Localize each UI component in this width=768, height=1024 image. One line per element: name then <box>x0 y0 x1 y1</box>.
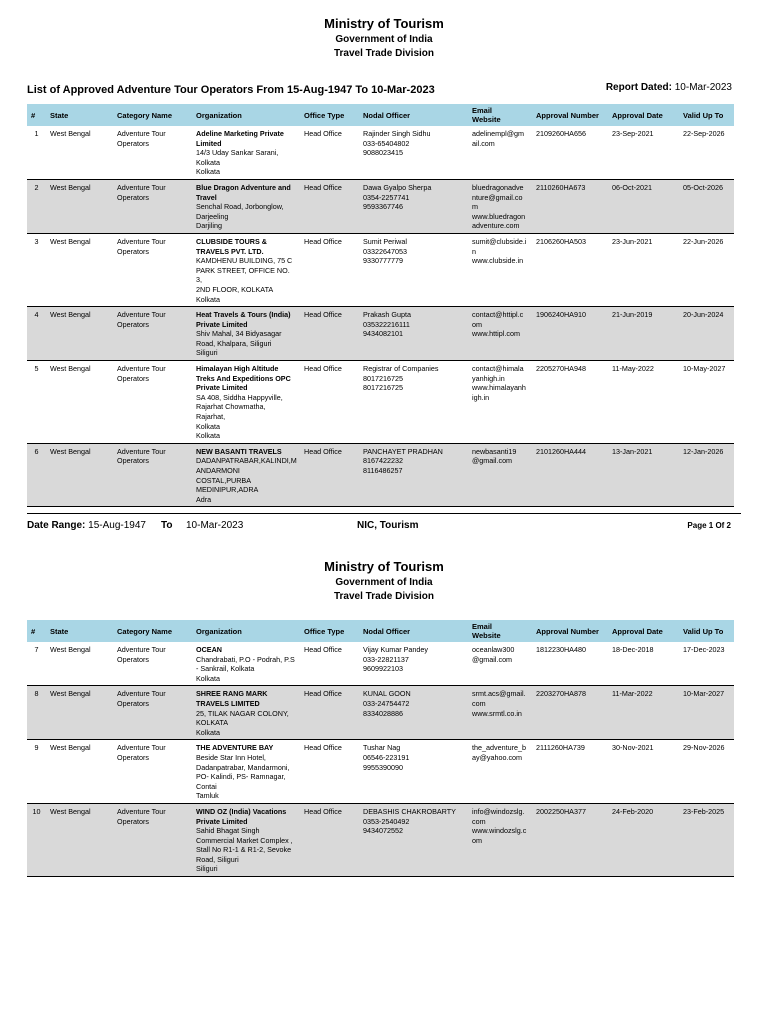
cell-organization <box>192 307 300 361</box>
cell-email-website <box>468 740 532 804</box>
cell-office-type: Head Office <box>300 443 359 507</box>
cell-line: 9609922103 <box>363 664 403 674</box>
cell-email-website <box>468 307 532 361</box>
table-row <box>27 443 734 507</box>
cell-line: 2ND FLOOR, KOLKATA <box>196 284 274 294</box>
cell-office-type: Head Office <box>300 686 359 740</box>
cell-line: Operators <box>117 456 149 466</box>
cell-line: igh.in <box>472 392 490 402</box>
cell-line: DADANPATRABAR,KALINDI,M <box>196 456 297 466</box>
cell-line: 8167422232 <box>363 456 403 466</box>
cell-line: CLUBSIDE TOURS & <box>196 236 267 246</box>
cell-line: Operators <box>117 192 149 202</box>
report-dated <box>606 82 732 93</box>
table-row <box>27 361 734 444</box>
cell-approval-date: 06-Oct-2021 <box>608 179 679 233</box>
government-subtitle-2: Government of India <box>335 577 433 588</box>
cell-line: KOLKATA <box>196 718 229 728</box>
cell-number: 4 <box>27 307 46 361</box>
cell-line: contact@httipl.c <box>472 310 524 320</box>
cell-line: Himalayan High Altitude <box>196 364 279 374</box>
cell-line: Operators <box>117 752 149 762</box>
cell-line: Road, Khalpara, Siliguri <box>196 338 272 348</box>
cell-nodal-officer <box>359 179 468 233</box>
cell-email-website <box>468 443 532 507</box>
cell-line: om <box>472 319 482 329</box>
col-header-email-website: Email Website <box>468 620 532 642</box>
cell-state: West Bengal <box>50 364 91 374</box>
cell-number: 10 <box>27 803 46 876</box>
table-row <box>27 126 734 179</box>
cell-approval-date: 18-Dec-2018 <box>612 645 654 654</box>
cell-line: Operators <box>117 654 149 664</box>
col-header-valid-up-to: Valid Up To <box>679 620 734 642</box>
cell-line: Operators <box>117 246 149 256</box>
cell-line: NEW BASANTI TRAVELS <box>196 446 282 456</box>
cell-line: Senchal Road, Jorbonglow, <box>196 202 284 212</box>
cell-state: West Bengal <box>46 686 113 740</box>
cell-organization <box>192 686 300 740</box>
cell-number: 9 <box>34 743 39 753</box>
cell-line: MEDINIPUR,ADRA <box>196 485 259 495</box>
government-subtitle: Government of India <box>335 34 433 45</box>
cell-line: Adventure Tour <box>117 806 166 816</box>
cell-organization <box>192 233 300 306</box>
cell-line: www.httipl.com <box>472 329 520 339</box>
cell-line: oceanlaw300 <box>472 645 515 654</box>
cell-organization <box>192 361 300 444</box>
cell-line: Dadanpatrabar, Mandarmoni, <box>196 762 290 772</box>
division-subtitle-2: Travel Trade Division <box>333 591 435 602</box>
ministry-title-2: Ministry of Tourism <box>324 559 444 574</box>
cell-line: Beside Star Inn Hotel, <box>196 752 266 762</box>
cell-office-type: Head Office <box>300 307 359 361</box>
cell-line: 03322647053 <box>363 246 407 256</box>
col-header-valid-up-to: Valid Up To <box>679 104 734 126</box>
cell-line: Adeline Marketing Private <box>196 129 284 138</box>
table-row <box>27 686 734 740</box>
cell-line: newbasanti19 <box>472 446 517 456</box>
cell-line: Kolkata <box>196 167 220 177</box>
cell-line: bluedragonadve <box>472 182 524 192</box>
cell-line: TRAVELS LIMITED <box>196 698 260 708</box>
cell-category <box>113 233 192 306</box>
cell-line: SHREE RANG MARK <box>196 689 268 699</box>
cell-line: 033-22821137 <box>363 654 409 664</box>
cell-approval-date: 23-Jun-2021 <box>612 236 653 246</box>
cell-organization <box>192 126 300 179</box>
cell-approval-number: 1812230HA480 <box>536 645 586 654</box>
cell-line: Shiv Mahal, 34 Bidyasagar <box>196 329 282 339</box>
cell-line: PO- Kalindi, PS- Ramnagar, <box>196 772 286 782</box>
cell-line: Operators <box>117 698 149 708</box>
cell-number: 1 <box>34 129 39 138</box>
cell-line: 14/3 Uday Sankar Sarani, <box>196 148 279 158</box>
cell-number: 7 <box>34 645 39 654</box>
report-dated-value: 10-Mar-2023 <box>674 82 732 93</box>
cell-office-type: Head Office <box>304 743 342 753</box>
cell-valid-up-to: 22-Sep-2026 <box>683 129 725 138</box>
col-header-state: State <box>46 104 113 126</box>
cell-approval-number: 2110260HA673 <box>532 179 608 233</box>
cell-line: KAMDHENU BUILDING, 75 C <box>196 256 293 266</box>
col-header-organization: Organization <box>192 104 300 126</box>
cell-category <box>113 126 192 179</box>
cell-category <box>113 642 192 686</box>
cell-line: info@windozslg. <box>472 806 525 816</box>
cell-line: 8017216725 <box>363 383 403 393</box>
cell-email-website <box>468 686 532 740</box>
cell-line: 9330777779 <box>363 256 403 266</box>
cell-line: Siliguri <box>196 348 218 358</box>
cell-line: Siliguri <box>196 864 218 874</box>
cell-approval-date: 24-Feb-2020 <box>608 803 679 876</box>
col-header-state: State <box>46 620 113 642</box>
col-header-category: Category Name <box>113 104 192 126</box>
cell-line: 033-24754472 <box>363 698 410 708</box>
cell-line: 9088023415 <box>363 148 403 158</box>
list-title: List of Approved Adventure Tour Operators From 15-Aug-1947 To 10-Mar-2023 <box>27 84 435 96</box>
cell-nodal-officer <box>359 443 468 507</box>
cell-approval-date: 11-May-2022 <box>612 364 654 374</box>
cell-line: THE ADVENTURE BAY <box>196 743 274 753</box>
cell-email-website <box>468 361 532 444</box>
cell-number: 6 <box>27 443 46 507</box>
cell-line: Kolkata <box>196 727 220 737</box>
cell-line: com <box>472 816 486 826</box>
cell-line: Limited <box>196 138 222 148</box>
cell-line: Operators <box>117 816 149 826</box>
cell-line: Adra <box>196 494 212 504</box>
cell-line: 25, TILAK NAGAR COLONY, <box>196 708 289 718</box>
cell-line: www.srmtl.co.in <box>472 708 522 718</box>
cell-category <box>113 361 192 444</box>
cell-line: Rajarhat Chowmatha, Rajarhat, <box>196 402 266 422</box>
cell-line: Private Limited <box>196 319 248 329</box>
cell-line: Dawa Gyalpo Sherpa <box>363 182 432 192</box>
operators-table-page-2 <box>27 620 734 877</box>
cell-line: adelinempl@gm <box>472 129 525 138</box>
cell-email-website <box>468 126 532 179</box>
cell-line: Operators <box>117 138 149 148</box>
cell-valid-up-to: 29-Nov-2026 <box>683 743 725 753</box>
cell-line: www.windozslg.c <box>472 826 527 836</box>
cell-valid-up-to: 23-Feb-2025 <box>679 803 734 876</box>
cell-line: Sahid Bhagat Singh <box>196 826 260 836</box>
cell-line: contact@himala <box>472 364 524 374</box>
cell-line: Road, Siliguri <box>196 854 239 864</box>
cell-line: Blue Dragon Adventure and <box>196 182 291 192</box>
cell-approval-number: 2205270HA948 <box>536 364 586 374</box>
cell-line: www.clubside.in <box>472 256 524 266</box>
cell-nodal-officer <box>359 361 468 444</box>
cell-nodal-officer <box>359 307 468 361</box>
col-header-nodal-officer: Nodal Officer <box>359 104 468 126</box>
cell-line: Heat Travels & Tours (India) <box>196 310 291 320</box>
cell-office-type: Head Office <box>304 129 342 138</box>
cell-line: 8334028886 <box>363 708 403 718</box>
page-2-header <box>0 559 768 602</box>
page-header <box>0 16 768 59</box>
cell-organization <box>192 803 300 876</box>
table-header-row <box>27 620 734 642</box>
cell-line: Darjeeling <box>196 211 229 221</box>
cell-line: 9593367746 <box>363 202 403 212</box>
cell-line: adventure.com <box>472 221 520 231</box>
cell-state: West Bengal <box>46 307 113 361</box>
cell-valid-up-to: 20-Jun-2024 <box>679 307 734 361</box>
table-row <box>27 803 734 876</box>
cell-valid-up-to: 10-Mar-2027 <box>679 686 734 740</box>
cell-line: Tushar Nag <box>363 743 401 753</box>
cell-number: 3 <box>34 236 39 246</box>
cell-valid-up-to: 22-Jun-2026 <box>683 236 724 246</box>
page-footer <box>27 513 741 538</box>
cell-line: om <box>472 835 482 845</box>
page-number: Page 1 Of 2 <box>687 521 731 530</box>
cell-approval-number: 2111260HA739 <box>536 743 585 753</box>
cell-line: Adventure Tour <box>117 446 166 456</box>
cell-line: Kolkata <box>196 673 220 683</box>
cell-line: Kolkata <box>196 294 220 304</box>
cell-line: Adventure Tour <box>117 645 166 654</box>
cell-approval-number: 2203270HA878 <box>532 686 608 740</box>
cell-category <box>113 307 192 361</box>
cell-line: ay@yahoo.com <box>472 752 523 762</box>
col-header-approval-date: Approval Date <box>608 620 679 642</box>
cell-line: Adventure Tour <box>117 310 166 320</box>
col-header-approval-number: Approval Number <box>532 104 608 126</box>
cell-approval-number: 2109260HA656 <box>536 129 586 138</box>
cell-line: SA 408, Siddha Happyville, <box>196 392 283 402</box>
cell-valid-up-to: 05-Oct-2026 <box>679 179 734 233</box>
cell-line: Tamluk <box>196 791 219 801</box>
cell-organization <box>192 179 300 233</box>
date-range-to-value: 10-Mar-2023 <box>186 520 244 531</box>
table-row <box>27 307 734 361</box>
cell-line: 0353-2540492 <box>363 816 410 826</box>
cell-line: @gmail.com <box>472 456 513 466</box>
cell-approval-date: 13-Jan-2021 <box>608 443 679 507</box>
cell-approval-number: 2002250HA377 <box>532 803 608 876</box>
cell-email-website <box>468 179 532 233</box>
cell-line: Stall No R1-1 & R1-2, Sevoke <box>196 845 292 855</box>
col-header-number: # <box>27 620 46 642</box>
cell-line: PANCHAYET PRADHAN <box>363 446 443 456</box>
cell-approval-date: 21-Jun-2019 <box>608 307 679 361</box>
cell-line: Treks And Expeditions OPC <box>196 373 291 383</box>
cell-line: Kolkata <box>196 431 220 441</box>
cell-office-type: Head Office <box>304 364 342 374</box>
col-header-email-website: Email Website <box>468 104 532 126</box>
cell-state: West Bengal <box>50 743 91 753</box>
col-header-office-type: Office Type <box>300 620 359 642</box>
cell-number: 2 <box>27 179 46 233</box>
table-row <box>27 179 734 233</box>
cell-line: Private Limited <box>196 383 248 393</box>
cell-line: Operators <box>117 373 149 383</box>
table-row <box>27 740 734 804</box>
report-dated-label: Report Dated: <box>605 82 672 93</box>
operators-table-page-1 <box>27 104 734 507</box>
cell-office-type: Head Office <box>300 179 359 233</box>
cell-email-website <box>468 642 532 686</box>
cell-approval-date: 23-Sep-2021 <box>612 129 654 138</box>
cell-category <box>113 443 192 507</box>
cell-line: Vijay Kumar Pandey <box>363 645 428 654</box>
cell-line: 8116486257 <box>363 466 403 475</box>
col-header-approval-date: Approval Date <box>608 104 679 126</box>
cell-line: ail.com <box>472 138 495 148</box>
cell-category <box>113 179 192 233</box>
col-header-organization: Organization <box>192 620 300 642</box>
cell-category <box>113 803 192 876</box>
cell-line: com <box>472 698 486 708</box>
cell-line: 9955390090 <box>363 762 403 772</box>
cell-category <box>113 740 192 804</box>
cell-line: Prakash Gupta <box>363 310 411 320</box>
cell-line: Kolkata <box>196 421 220 431</box>
cell-approval-number: 1906240HA910 <box>532 307 608 361</box>
cell-line: Rajinder Singh Sidhu <box>363 129 431 138</box>
cell-line: Adventure Tour <box>117 743 166 753</box>
col-header-approval-number: Approval Number <box>532 620 608 642</box>
cell-state: West Bengal <box>46 179 113 233</box>
cell-state: West Bengal <box>50 645 91 654</box>
cell-number: 5 <box>34 364 39 374</box>
cell-line: 8017216725 <box>363 373 403 383</box>
cell-approval-number: 2101260HA444 <box>532 443 608 507</box>
cell-line: KUNAL GOON <box>363 689 411 699</box>
cell-organization <box>192 740 300 804</box>
cell-email-website <box>468 803 532 876</box>
cell-line: 9434072552 <box>363 826 403 836</box>
cell-office-type: Head Office <box>300 803 359 876</box>
cell-organization <box>192 642 300 686</box>
col-header-category: Category Name <box>113 620 192 642</box>
col-header-number: # <box>27 104 46 126</box>
cell-state: West Bengal <box>50 236 91 246</box>
cell-approval-number: 2106260HA503 <box>536 236 586 246</box>
footer-center-text: NIC, Tourism <box>357 520 419 531</box>
cell-line: PARK STREET, OFFICE NO. 3, <box>196 265 290 285</box>
cell-line: Adventure Tour <box>117 129 166 138</box>
cell-line: 0354-2257741 <box>363 192 410 202</box>
cell-line: Chandrabati, P.O - Podrah, P.S <box>196 654 295 664</box>
cell-valid-up-to: 12-Jan-2026 <box>679 443 734 507</box>
cell-line: 035322216111 <box>363 319 410 329</box>
cell-line: yanhigh.in <box>472 373 505 383</box>
cell-approval-date: 11-Mar-2022 <box>608 686 679 740</box>
cell-line: sumit@clubside.i <box>472 236 527 246</box>
cell-line: ANDARMONI COSTAL,PURBA <box>196 466 251 485</box>
cell-line: 9434082101 <box>363 329 403 339</box>
cell-line: 06546-223191 <box>363 752 410 762</box>
cell-line: Adventure Tour <box>117 689 166 699</box>
cell-line: Kolkata <box>196 157 220 167</box>
division-subtitle: Travel Trade Division <box>333 48 435 59</box>
cell-line: WIND OZ (India) Vacations <box>196 806 287 816</box>
cell-line: OCEAN <box>196 645 222 654</box>
cell-line: Commercial Market Complex , <box>196 835 293 845</box>
date-range: Date Range: 15-Aug-1947 <box>27 520 146 531</box>
cell-office-type: Head Office <box>304 236 342 246</box>
cell-line: www.bluedragon <box>472 211 526 221</box>
cell-line: the_adventure_b <box>472 743 526 753</box>
cell-category <box>113 686 192 740</box>
cell-organization <box>192 443 300 507</box>
cell-line: Registrar of Companies <box>363 364 439 374</box>
cell-nodal-officer <box>359 803 468 876</box>
cell-nodal-officer <box>359 740 468 804</box>
cell-line: www.himalayanh <box>472 383 526 393</box>
cell-line: Operators <box>117 319 149 329</box>
cell-line: Contai <box>196 781 217 791</box>
cell-line: @gmail.com <box>472 654 513 664</box>
cell-nodal-officer <box>359 126 468 179</box>
cell-nodal-officer <box>359 642 468 686</box>
cell-line: 033-65404802 <box>363 138 410 148</box>
cell-line: Sumit Periwal <box>363 236 407 246</box>
cell-nodal-officer <box>359 686 468 740</box>
cell-line: n <box>472 246 476 256</box>
table-header-row <box>27 104 734 126</box>
cell-line: m <box>472 202 478 212</box>
cell-email-website <box>468 233 532 306</box>
cell-line: srmt.acs@gmail. <box>472 689 526 699</box>
cell-nodal-officer <box>359 233 468 306</box>
table-row <box>27 642 734 686</box>
col-header-nodal-officer: Nodal Officer <box>359 620 468 642</box>
cell-line: nture@gmail.co <box>472 192 523 202</box>
cell-line: TRAVELS PVT. LTD. <box>196 246 264 256</box>
cell-approval-date: 30-Nov-2021 <box>612 743 654 753</box>
cell-state: West Bengal <box>50 129 91 138</box>
ministry-title: Ministry of Tourism <box>324 16 444 31</box>
date-range-to-label: To <box>161 520 173 531</box>
table-row <box>27 233 734 306</box>
cell-valid-up-to: 10-May-2027 <box>683 364 726 374</box>
cell-line: Adventure Tour <box>117 236 166 246</box>
cell-line: DEBASHIS CHAKROBARTY <box>363 806 456 816</box>
cell-number: 8 <box>27 686 46 740</box>
col-header-office-type: Office Type <box>300 104 359 126</box>
cell-line: Adventure Tour <box>117 182 166 192</box>
cell-line: Darjiling <box>196 221 222 231</box>
cell-line: Travel <box>196 192 217 202</box>
cell-line: - Sankrail, Kolkata <box>196 664 255 674</box>
cell-valid-up-to: 17-Dec-2023 <box>683 645 725 654</box>
cell-line: Private Limited <box>196 816 248 826</box>
cell-line: Adventure Tour <box>117 364 166 374</box>
cell-office-type: Head Office <box>304 645 342 654</box>
cell-state: West Bengal <box>46 443 113 507</box>
cell-state: West Bengal <box>46 803 113 876</box>
